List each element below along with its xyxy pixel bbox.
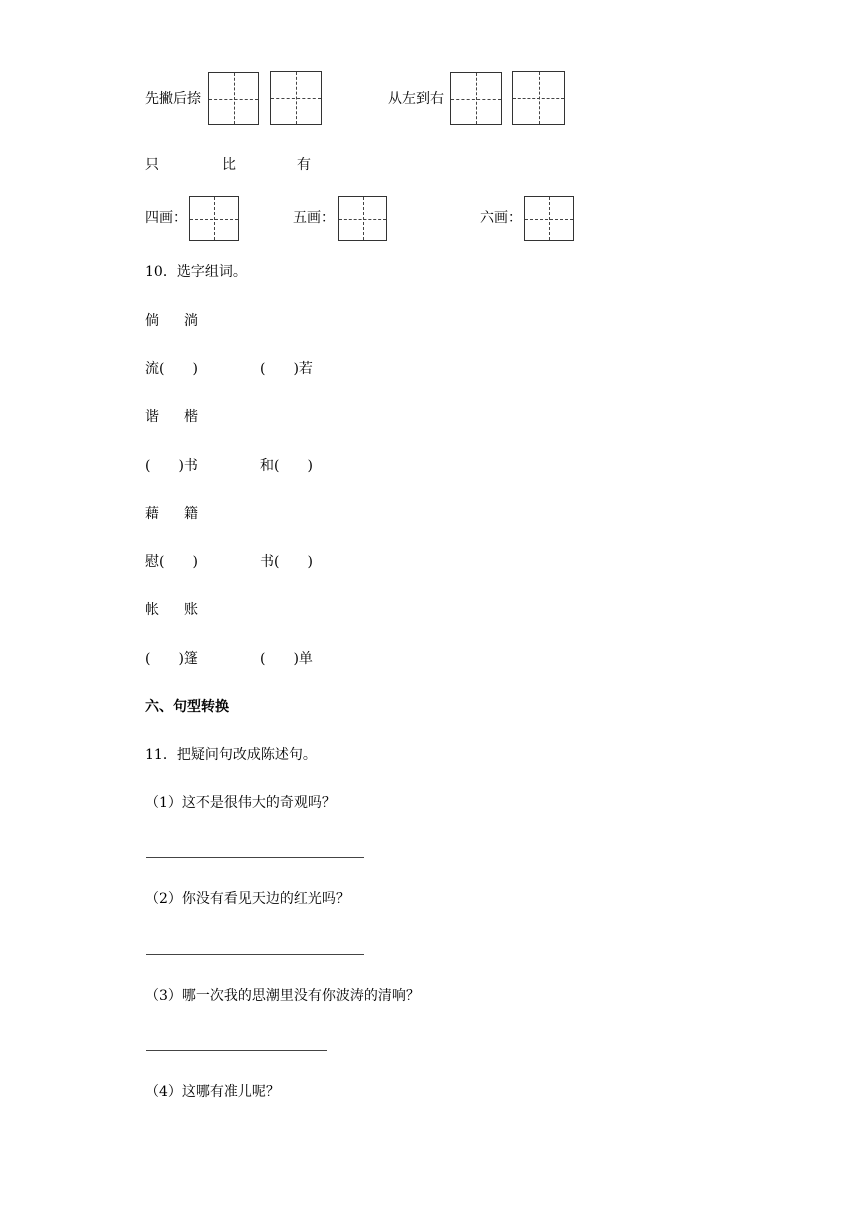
- question-10-title: 10．选字组词。: [145, 264, 247, 280]
- answer-line[interactable]: [146, 1050, 327, 1051]
- writing-grid-box[interactable]: [189, 196, 239, 241]
- sentence-item: （4）这哪有准儿呢？: [145, 1084, 280, 1100]
- fill-blank-word[interactable]: 和( ): [260, 458, 313, 474]
- option-char: 籍: [184, 506, 198, 522]
- option-char: 藉: [145, 506, 159, 522]
- question-11-title: 11．把疑问句改成陈述句。: [145, 747, 317, 763]
- char-item: 只: [145, 157, 159, 173]
- sentence-item: （2）你没有看见天边的红光吗？: [145, 891, 350, 907]
- writing-grid-box[interactable]: [208, 72, 259, 125]
- stroke-rule-1: 先撇后捺: [145, 91, 201, 107]
- writing-grid-box[interactable]: [524, 196, 574, 241]
- char-item: 有: [297, 157, 311, 173]
- writing-grid-box[interactable]: [450, 72, 502, 125]
- fill-blank-word[interactable]: ( )若: [260, 361, 313, 377]
- option-char: 淌: [184, 313, 198, 329]
- option-char: 楷: [184, 409, 198, 425]
- stroke-count-five-label: 五画：: [293, 210, 335, 226]
- fill-blank-word[interactable]: ( )单: [260, 651, 313, 667]
- fill-blank-word[interactable]: ( )书: [145, 458, 198, 474]
- fill-blank-word[interactable]: 慰( ): [145, 554, 198, 570]
- stroke-rule-2: 从左到右: [388, 91, 444, 107]
- writing-grid-box[interactable]: [512, 71, 565, 125]
- sentence-item: （3）哪一次我的思潮里没有你波涛的清响？: [145, 988, 420, 1004]
- fill-blank-word[interactable]: ( )篷: [145, 651, 198, 667]
- char-item: 比: [222, 157, 236, 173]
- option-char: 谐: [145, 409, 159, 425]
- answer-line[interactable]: [146, 954, 364, 955]
- writing-grid-box[interactable]: [338, 196, 387, 241]
- fill-blank-word[interactable]: 书( ): [260, 554, 313, 570]
- stroke-count-four-label: 四画：: [145, 210, 187, 226]
- stroke-count-six-label: 六画：: [480, 210, 522, 226]
- option-char: 帐: [145, 602, 159, 618]
- section-6-heading: 六、句型转换: [145, 699, 229, 715]
- option-char: 账: [184, 602, 198, 618]
- option-char: 倘: [145, 313, 159, 329]
- answer-line[interactable]: [146, 857, 364, 858]
- sentence-item: （1）这不是很伟大的奇观吗？: [145, 795, 336, 811]
- fill-blank-word[interactable]: 流( ): [145, 361, 198, 377]
- writing-grid-box[interactable]: [270, 71, 322, 125]
